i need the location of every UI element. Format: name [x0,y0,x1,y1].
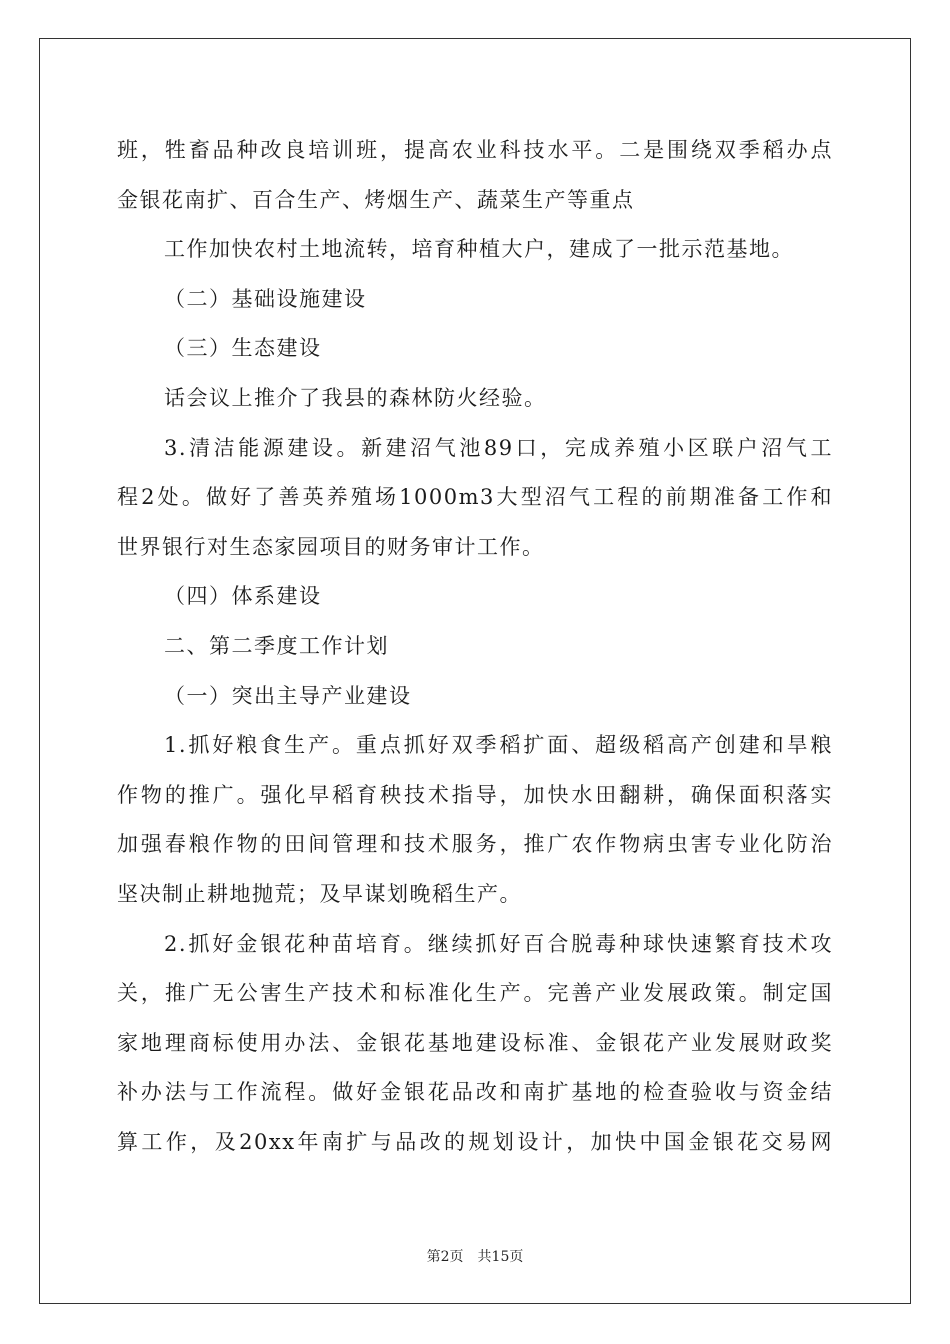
text-line: 金银花南扩、百合生产、烤烟生产、蔬菜生产等重点 [117,187,635,212]
text-line: 2.抓好金银花种苗培育。继续抓好百合脱毒种球快速繁育技术攻 [164,931,833,956]
text-line: 3.清洁能源建设。新建沼气池89口，完成养殖小区联户沼气工 [164,435,833,460]
text-line: 程2处。做好了善英养殖场1000m3大型沼气工程的前期准备工作和 [117,485,833,510]
section-heading: 二、第二季度工作计划 [164,633,389,658]
section-heading: （二）基础设施建设 [164,286,367,311]
text-line: 话会议上推介了我县的森林防火经验。 [164,385,547,410]
text-line: 作物的推广。强化早稻育秧技术指导，加快水田翻耕，确保面积落实 [117,782,833,807]
text-line: 世界银行对生态家园项目的财务审计工作。 [117,534,545,559]
text-line: 补办法与工作流程。做好金银花品改和南扩基地的检查验收与资金结 [117,1080,833,1105]
text-line: 班，牲畜品种改良培训班，提高农业科技水平。二是围绕双季稻办点 [117,138,833,162]
text-line: 坚决制止耕地抛荒；及早谋划晚稻生产。 [117,881,522,906]
section-heading: （三）生态建设 [164,336,322,361]
text-line: 家地理商标使用办法、金银花基地建设标准、金银花产业发展财政奖 [117,1030,833,1055]
text-line: 关，推广无公害生产技术和标准化生产。完善产业发展政策。制定国 [117,981,833,1006]
section-heading: （一）突出主导产业建设 [164,683,412,708]
text-line: 工作加快农村土地流转，培育种植大户，建成了一批示范基地。 [164,237,794,262]
text-line: 1.抓好粮食生产。重点抓好双季稻扩面、超级稻高产创建和旱粮 [164,733,833,758]
page-number-footer: 第2页 共15页 [426,1249,524,1265]
text-line: 算工作，及20xx年南扩与品改的规划设计，加快中国金银花交易网 [117,1129,833,1154]
document-body [117,126,833,1167]
text-line: 加强春粮作物的田间管理和技术服务，推广农作物病虫害专业化防治 [117,832,833,857]
section-heading: （四）体系建设 [164,584,322,609]
